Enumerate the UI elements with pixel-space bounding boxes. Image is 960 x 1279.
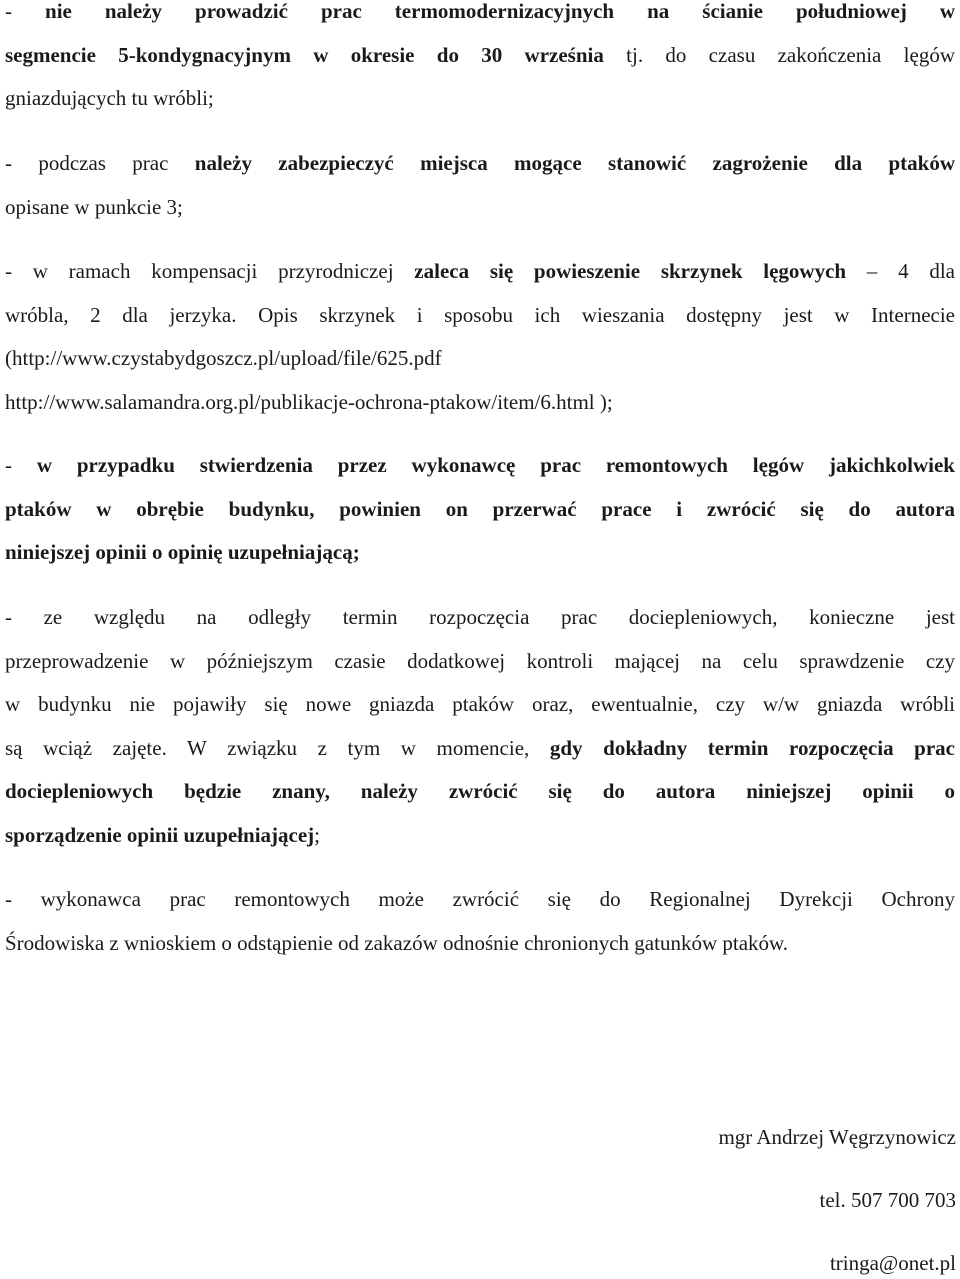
paragraph-line: [5, 736, 955, 780]
url-text[interactable]: (http://www.czystabydgoszcz.pl/upload/file/625.pdf: [5, 346, 442, 370]
regular-text: - w ramach kompensacji przyrodniczej: [5, 259, 415, 283]
paragraph-line: [5, 887, 955, 931]
paragraph-additional-inspection: [5, 605, 955, 866]
list-dash: -: [5, 0, 46, 23]
bold-text: gdy dokładny termin rozpoczęcia prac: [549, 735, 955, 760]
signature-phone: tel. 507 700 703: [819, 1188, 956, 1212]
paragraph-line: [5, 0, 955, 43]
paragraph-rdos-derogation: [5, 887, 955, 974]
link-salamandra[interactable]: [5, 390, 955, 434]
bold-text: zaleca się powieszenie skrzynek lęgowych: [414, 259, 847, 283]
regular-text: - ze względu na odległy termin rozpoczęcia prac dociepleniowych, konieczne jest: [5, 605, 955, 629]
bold-text: należy zabezpieczyć miejsca mogące stanowić zagrożenie dla ptaków: [194, 151, 955, 175]
link-czystabydgoszcz[interactable]: [5, 346, 955, 390]
regular-text: gniazdujących tu wróbli;: [5, 86, 214, 110]
regular-text: Środowiska z wnioskiem o odstąpienie od zakazów odnośnie chronionych gatunków ptaków.: [5, 930, 789, 955]
paragraph-line: [5, 649, 955, 693]
bold-text: niniejszej opinii o opinię uzupełniającą;: [5, 540, 360, 564]
paragraph-line: [5, 43, 955, 87]
signature-name: mgr Andrzej Węgrzynowicz: [718, 1125, 956, 1149]
paragraph-line: [5, 303, 955, 347]
paragraph-nest-boxes: [5, 259, 955, 433]
paragraph-line: [5, 540, 955, 584]
paragraph-line: [5, 823, 955, 867]
regular-text: są wciąż zajęte. W związku z tym w momencie,: [5, 735, 550, 760]
paragraph-secure-hazards: [5, 151, 955, 238]
paragraph-line: [5, 931, 955, 975]
regular-text: – 4 dla: [846, 259, 955, 283]
regular-text: w budynku nie pojawiły się nowe gniazda ptaków oraz, ewentualnie, czy w/w gniazda wróbli: [5, 692, 955, 716]
regular-text: - wykonawca prac remontowych może zwrócić się do Regionalnej Dyrekcji Ochrony: [5, 887, 955, 911]
url-text[interactable]: http://www.salamandra.org.pl/publikacje-ochrona-ptakow/item/6.html );: [5, 389, 613, 414]
regular-text: - podczas prac: [5, 151, 195, 175]
bold-text: dociepleniowych będzie znany, należy zwrócić się do autora niniejszej opinii o: [5, 779, 955, 803]
paragraph-line: [5, 605, 955, 649]
signature-email[interactable]: tringa@onet.pl: [829, 1251, 956, 1275]
paragraph-nesting-restriction: [5, 0, 955, 130]
paragraph-line: [5, 259, 955, 303]
paragraph-stop-works: [5, 453, 955, 584]
bold-text: ptaków w obrębie budynku, powinien on przerwać prace i zwrócić się do autora: [5, 496, 955, 521]
regular-text: ;: [314, 822, 321, 847]
paragraph-line: [5, 692, 955, 736]
paragraph-line: [5, 195, 955, 239]
paragraph-line: [5, 497, 955, 541]
paragraph-line: [5, 453, 955, 497]
regular-text: przeprowadzenie w późniejszym czasie dodatkowej kontroli mającej na celu sprawdzenie czy: [5, 648, 955, 673]
paragraph-line: [5, 86, 955, 130]
regular-text: wróbla, 2 dla jerzyka. Opis skrzynek i sposobu ich wieszania dostępny jest w Internecie: [5, 302, 955, 327]
regular-text: tj. do czasu zakończenia lęgów: [603, 42, 955, 67]
regular-text: opisane w punkcie 3;: [5, 194, 183, 219]
bold-text: sporządzenie opinii uzupełniającej: [5, 822, 315, 847]
bold-text: w przypadku stwierdzenia przez wykonawcę prac remontowych lęgów jakichkolwiek: [36, 453, 955, 477]
bold-text: nie należy prowadzić prac termomodernizacyjnych na ścianie południowej w: [45, 0, 955, 23]
paragraph-line: [5, 779, 955, 823]
bold-text: segmencie 5-kondygnacyjnym w okresie do 30 września: [5, 42, 604, 67]
list-dash: -: [5, 453, 37, 477]
paragraph-line: [5, 151, 955, 195]
